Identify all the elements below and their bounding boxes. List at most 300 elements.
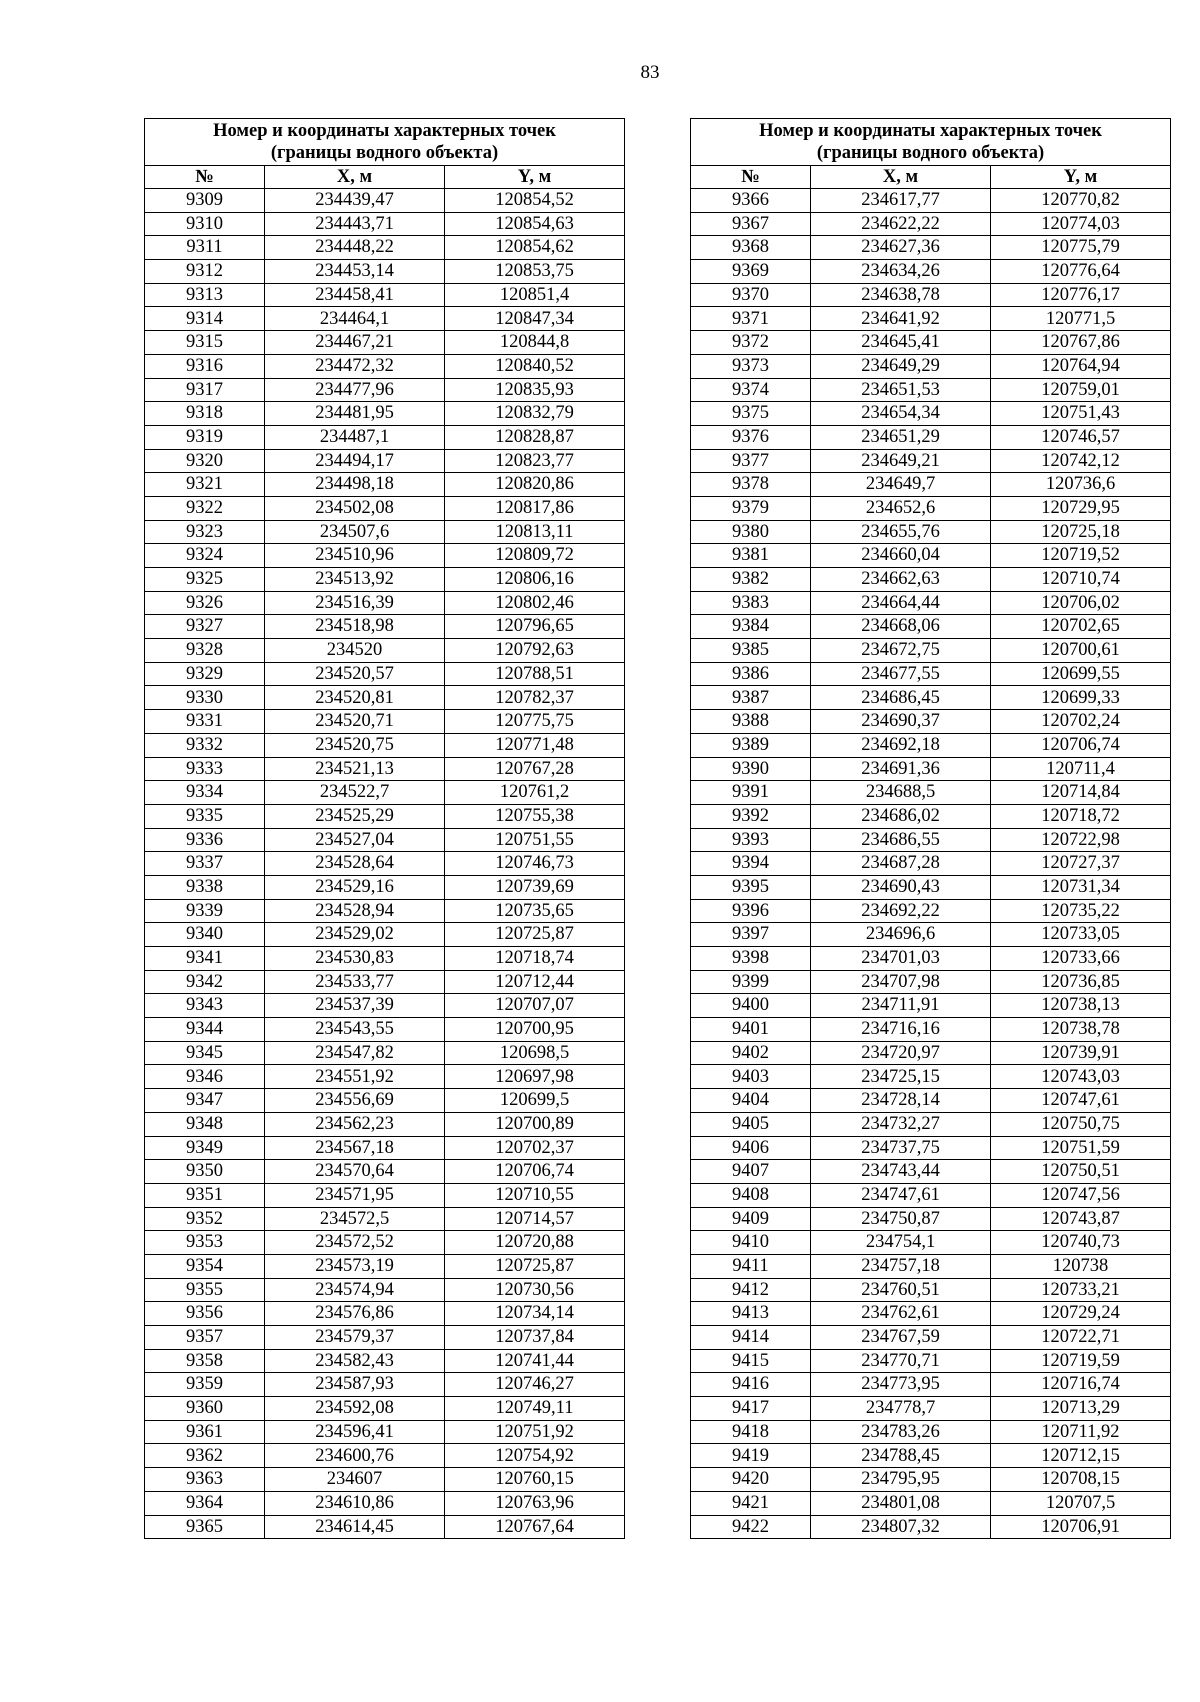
- y-coordinate-cell: 120738: [991, 1254, 1171, 1278]
- point-number-cell: 9368: [691, 236, 811, 260]
- x-coordinate-cell: 234573,19: [265, 1254, 445, 1278]
- y-coordinate-cell: 120759,01: [991, 378, 1171, 402]
- point-number-cell: 9332: [145, 733, 265, 757]
- y-coordinate-cell: 120733,21: [991, 1278, 1171, 1302]
- table-row: [691, 520, 1171, 544]
- point-number-cell: 9349: [145, 1136, 265, 1160]
- table-title-line1: Номер и координаты характерных точек: [759, 121, 1102, 141]
- point-number-cell: 9325: [145, 568, 265, 592]
- point-number-cell: 9387: [691, 686, 811, 710]
- table-row: [691, 852, 1171, 876]
- x-coordinate-cell: 234690,43: [811, 875, 991, 899]
- column-header-number: №: [145, 166, 265, 189]
- table-row: [145, 1468, 625, 1492]
- y-coordinate-cell: 120747,56: [991, 1183, 1171, 1207]
- table-row: [691, 1302, 1171, 1326]
- y-coordinate-cell: 120776,17: [991, 283, 1171, 307]
- table-row: [145, 1065, 625, 1089]
- x-coordinate-cell: 234453,14: [265, 260, 445, 284]
- table-row: [691, 710, 1171, 734]
- y-coordinate-cell: 120706,02: [991, 591, 1171, 615]
- y-coordinate-cell: 120774,03: [991, 212, 1171, 236]
- y-coordinate-cell: 120710,74: [991, 568, 1171, 592]
- x-coordinate-cell: 234528,64: [265, 852, 445, 876]
- y-coordinate-cell: 120700,89: [445, 1112, 625, 1136]
- x-coordinate-cell: 234687,28: [811, 852, 991, 876]
- x-coordinate-cell: 234547,82: [265, 1041, 445, 1065]
- x-coordinate-cell: 234528,94: [265, 899, 445, 923]
- point-number-cell: 9359: [145, 1373, 265, 1397]
- y-coordinate-cell: 120733,05: [991, 923, 1171, 947]
- y-coordinate-cell: 120697,98: [445, 1065, 625, 1089]
- table-row: [691, 402, 1171, 426]
- table-row: [691, 1041, 1171, 1065]
- point-number-cell: 9380: [691, 520, 811, 544]
- x-coordinate-cell: 234443,71: [265, 212, 445, 236]
- point-number-cell: 9315: [145, 331, 265, 355]
- point-number-cell: 9419: [691, 1444, 811, 1468]
- x-coordinate-cell: 234498,18: [265, 473, 445, 497]
- table-row: [145, 1373, 625, 1397]
- x-coordinate-cell: 234692,18: [811, 733, 991, 757]
- y-coordinate-cell: 120725,87: [445, 923, 625, 947]
- table-row: [145, 733, 625, 757]
- y-coordinate-cell: 120739,91: [991, 1041, 1171, 1065]
- x-coordinate-cell: 234645,41: [811, 331, 991, 355]
- x-coordinate-cell: 234600,76: [265, 1444, 445, 1468]
- x-coordinate-cell: 234652,6: [811, 496, 991, 520]
- point-number-cell: 9406: [691, 1136, 811, 1160]
- y-coordinate-cell: 120746,27: [445, 1373, 625, 1397]
- point-number-cell: 9336: [145, 828, 265, 852]
- table-title-line1: Номер и координаты характерных точек: [213, 121, 556, 141]
- table-row: [145, 189, 625, 213]
- y-coordinate-cell: 120767,86: [991, 331, 1171, 355]
- x-coordinate-cell: 234701,03: [811, 947, 991, 971]
- table-row: [145, 1515, 625, 1539]
- y-coordinate-cell: 120712,44: [445, 970, 625, 994]
- point-number-cell: 9385: [691, 639, 811, 663]
- point-number-cell: 9362: [145, 1444, 265, 1468]
- point-number-cell: 9376: [691, 425, 811, 449]
- point-number-cell: 9311: [145, 236, 265, 260]
- table-row: [145, 757, 625, 781]
- x-coordinate-cell: 234688,5: [811, 781, 991, 805]
- table-row: [145, 615, 625, 639]
- y-coordinate-cell: 120698,5: [445, 1041, 625, 1065]
- x-coordinate-cell: 234502,08: [265, 496, 445, 520]
- point-number-cell: 9377: [691, 449, 811, 473]
- table-row: [691, 1349, 1171, 1373]
- table-row: [691, 994, 1171, 1018]
- point-number-cell: 9340: [145, 923, 265, 947]
- x-coordinate-cell: 234743,44: [811, 1160, 991, 1184]
- x-coordinate-cell: 234579,37: [265, 1326, 445, 1350]
- y-coordinate-cell: 120853,75: [445, 260, 625, 284]
- point-number-cell: 9313: [145, 283, 265, 307]
- y-coordinate-cell: 120782,37: [445, 686, 625, 710]
- x-coordinate-cell: 234614,45: [265, 1515, 445, 1539]
- point-number-cell: 9417: [691, 1397, 811, 1421]
- table-row: [691, 1065, 1171, 1089]
- y-coordinate-cell: 120725,18: [991, 520, 1171, 544]
- table-row: [691, 1089, 1171, 1113]
- point-number-cell: 9322: [145, 496, 265, 520]
- y-coordinate-cell: 120806,16: [445, 568, 625, 592]
- x-coordinate-cell: 234533,77: [265, 970, 445, 994]
- table-row: [145, 473, 625, 497]
- table-row: [691, 615, 1171, 639]
- table-row: [691, 473, 1171, 497]
- table-row: [145, 1089, 625, 1113]
- table-row: [691, 449, 1171, 473]
- point-number-cell: 9339: [145, 899, 265, 923]
- table-row: [145, 307, 625, 331]
- x-coordinate-cell: 234622,22: [811, 212, 991, 236]
- point-number-cell: 9396: [691, 899, 811, 923]
- y-coordinate-cell: 120832,79: [445, 402, 625, 426]
- x-coordinate-cell: 234507,6: [265, 520, 445, 544]
- y-coordinate-cell: 120751,55: [445, 828, 625, 852]
- table-row: [145, 1349, 625, 1373]
- table-row: [691, 331, 1171, 355]
- point-number-cell: 9347: [145, 1089, 265, 1113]
- x-coordinate-cell: 234692,22: [811, 899, 991, 923]
- x-coordinate-cell: 234567,18: [265, 1136, 445, 1160]
- table-row: [691, 733, 1171, 757]
- table-row: [145, 425, 625, 449]
- x-coordinate-cell: 234522,7: [265, 781, 445, 805]
- point-number-cell: 9356: [145, 1302, 265, 1326]
- column-header-number: №: [691, 166, 811, 189]
- table-row: [691, 1183, 1171, 1207]
- table-row: [145, 1491, 625, 1515]
- x-coordinate-cell: 234691,36: [811, 757, 991, 781]
- x-coordinate-cell: 234571,95: [265, 1183, 445, 1207]
- x-coordinate-cell: 234668,06: [811, 615, 991, 639]
- table-row: [691, 425, 1171, 449]
- x-coordinate-cell: 234660,04: [811, 544, 991, 568]
- table-row: [145, 236, 625, 260]
- table-row: [145, 1420, 625, 1444]
- x-coordinate-cell: 234725,15: [811, 1065, 991, 1089]
- x-coordinate-cell: 234562,23: [265, 1112, 445, 1136]
- x-coordinate-cell: 234788,45: [811, 1444, 991, 1468]
- x-coordinate-cell: 234737,75: [811, 1136, 991, 1160]
- y-coordinate-cell: 120770,82: [991, 189, 1171, 213]
- table-row: [145, 1444, 625, 1468]
- point-number-cell: 9312: [145, 260, 265, 284]
- table-row: [145, 1278, 625, 1302]
- y-coordinate-cell: 120706,91: [991, 1515, 1171, 1539]
- y-coordinate-cell: 120725,87: [445, 1254, 625, 1278]
- y-coordinate-cell: 120802,46: [445, 591, 625, 615]
- y-coordinate-cell: 120713,29: [991, 1397, 1171, 1421]
- y-coordinate-cell: 120706,74: [445, 1160, 625, 1184]
- table-row: [145, 212, 625, 236]
- point-number-cell: 9366: [691, 189, 811, 213]
- y-coordinate-cell: 120711,4: [991, 757, 1171, 781]
- y-coordinate-cell: 120809,72: [445, 544, 625, 568]
- x-coordinate-cell: 234641,92: [811, 307, 991, 331]
- point-number-cell: 9346: [145, 1065, 265, 1089]
- y-coordinate-cell: 120714,57: [445, 1207, 625, 1231]
- point-number-cell: 9350: [145, 1160, 265, 1184]
- x-coordinate-cell: 234716,16: [811, 1018, 991, 1042]
- y-coordinate-cell: 120736,85: [991, 970, 1171, 994]
- x-coordinate-cell: 234572,5: [265, 1207, 445, 1231]
- y-coordinate-cell: 120699,33: [991, 686, 1171, 710]
- table-row: [145, 1183, 625, 1207]
- table-title: [145, 119, 625, 166]
- x-coordinate-cell: 234778,7: [811, 1397, 991, 1421]
- point-number-cell: 9352: [145, 1207, 265, 1231]
- y-coordinate-cell: 120702,37: [445, 1136, 625, 1160]
- y-coordinate-cell: 120847,34: [445, 307, 625, 331]
- y-coordinate-cell: 120735,22: [991, 899, 1171, 923]
- table-row: [145, 544, 625, 568]
- point-number-cell: 9320: [145, 449, 265, 473]
- point-number-cell: 9334: [145, 781, 265, 805]
- table-row: [145, 781, 625, 805]
- table-row: [145, 1302, 625, 1326]
- point-number-cell: 9360: [145, 1397, 265, 1421]
- point-number-cell: 9392: [691, 804, 811, 828]
- x-coordinate-cell: 234543,55: [265, 1018, 445, 1042]
- x-coordinate-cell: 234807,32: [811, 1515, 991, 1539]
- point-number-cell: 9309: [145, 189, 265, 213]
- y-coordinate-cell: 120737,84: [445, 1326, 625, 1350]
- point-number-cell: 9361: [145, 1420, 265, 1444]
- point-number-cell: 9354: [145, 1254, 265, 1278]
- y-coordinate-cell: 120722,71: [991, 1326, 1171, 1350]
- x-coordinate-cell: 234574,94: [265, 1278, 445, 1302]
- x-coordinate-cell: 234664,44: [811, 591, 991, 615]
- y-coordinate-cell: 120817,86: [445, 496, 625, 520]
- point-number-cell: 9358: [145, 1349, 265, 1373]
- table-row: [145, 591, 625, 615]
- x-coordinate-cell: 234638,78: [811, 283, 991, 307]
- table-row: [691, 568, 1171, 592]
- point-number-cell: 9412: [691, 1278, 811, 1302]
- table-row: [691, 875, 1171, 899]
- y-coordinate-cell: 120823,77: [445, 449, 625, 473]
- table-row: [691, 591, 1171, 615]
- table-row: [691, 1018, 1171, 1042]
- table-row: [691, 307, 1171, 331]
- table-row: [691, 212, 1171, 236]
- x-coordinate-cell: 234732,27: [811, 1112, 991, 1136]
- x-coordinate-cell: 234672,75: [811, 639, 991, 663]
- page-number: 83: [640, 62, 660, 83]
- table-title-line2: (границы водного объекта): [816, 143, 1045, 163]
- y-coordinate-cell: 120735,65: [445, 899, 625, 923]
- x-coordinate-cell: 234728,14: [811, 1089, 991, 1113]
- column-header-x: X, м: [811, 166, 991, 189]
- y-coordinate-cell: 120722,98: [991, 828, 1171, 852]
- point-number-cell: 9351: [145, 1183, 265, 1207]
- table-row: [145, 947, 625, 971]
- point-number-cell: 9370: [691, 283, 811, 307]
- table-row: [145, 1397, 625, 1421]
- point-number-cell: 9402: [691, 1041, 811, 1065]
- x-coordinate-cell: 234556,69: [265, 1089, 445, 1113]
- x-coordinate-cell: 234448,22: [265, 236, 445, 260]
- y-coordinate-cell: 120733,66: [991, 947, 1171, 971]
- x-coordinate-cell: 234627,36: [811, 236, 991, 260]
- table-row: [145, 283, 625, 307]
- point-number-cell: 9369: [691, 260, 811, 284]
- x-coordinate-cell: 234634,26: [811, 260, 991, 284]
- x-coordinate-cell: 234770,71: [811, 1349, 991, 1373]
- x-coordinate-cell: 234587,93: [265, 1373, 445, 1397]
- x-coordinate-cell: 234516,39: [265, 591, 445, 615]
- point-number-cell: 9341: [145, 947, 265, 971]
- y-coordinate-cell: 120708,15: [991, 1468, 1171, 1492]
- point-number-cell: 9374: [691, 378, 811, 402]
- point-number-cell: 9379: [691, 496, 811, 520]
- table-row: [145, 1231, 625, 1255]
- table-row: [691, 354, 1171, 378]
- x-coordinate-cell: 234477,96: [265, 378, 445, 402]
- y-coordinate-cell: 120854,52: [445, 189, 625, 213]
- y-coordinate-cell: 120761,2: [445, 781, 625, 805]
- table-title: [691, 119, 1171, 166]
- y-coordinate-cell: 120750,51: [991, 1160, 1171, 1184]
- point-number-cell: 9333: [145, 757, 265, 781]
- column-header-y: Y, м: [445, 166, 625, 189]
- y-coordinate-cell: 120776,64: [991, 260, 1171, 284]
- x-coordinate-cell: 234551,92: [265, 1065, 445, 1089]
- point-number-cell: 9343: [145, 994, 265, 1018]
- y-coordinate-cell: 120750,75: [991, 1112, 1171, 1136]
- table-row: [691, 947, 1171, 971]
- x-coordinate-cell: 234649,7: [811, 473, 991, 497]
- table-row: [145, 1018, 625, 1042]
- x-coordinate-cell: 234464,1: [265, 307, 445, 331]
- x-coordinate-cell: 234521,13: [265, 757, 445, 781]
- point-number-cell: 9422: [691, 1515, 811, 1539]
- x-coordinate-cell: 234570,64: [265, 1160, 445, 1184]
- y-coordinate-cell: 120764,94: [991, 354, 1171, 378]
- point-number-cell: 9418: [691, 1420, 811, 1444]
- x-coordinate-cell: 234458,41: [265, 283, 445, 307]
- coordinates-table-left: [144, 118, 625, 1539]
- y-coordinate-cell: 120796,65: [445, 615, 625, 639]
- point-number-cell: 9395: [691, 875, 811, 899]
- point-number-cell: 9394: [691, 852, 811, 876]
- table-row: [145, 354, 625, 378]
- point-number-cell: 9414: [691, 1326, 811, 1350]
- y-coordinate-cell: 120710,55: [445, 1183, 625, 1207]
- table-row: [691, 757, 1171, 781]
- table-row: [145, 378, 625, 402]
- table-row: [691, 1326, 1171, 1350]
- point-number-cell: 9363: [145, 1468, 265, 1492]
- x-coordinate-cell: 234649,21: [811, 449, 991, 473]
- y-coordinate-cell: 120730,56: [445, 1278, 625, 1302]
- table-row: [145, 1136, 625, 1160]
- point-number-cell: 9400: [691, 994, 811, 1018]
- y-coordinate-cell: 120760,15: [445, 1468, 625, 1492]
- table-row: [691, 378, 1171, 402]
- y-coordinate-cell: 120844,8: [445, 331, 625, 355]
- y-coordinate-cell: 120835,93: [445, 378, 625, 402]
- x-coordinate-cell: 234762,61: [811, 1302, 991, 1326]
- x-coordinate-cell: 234520,71: [265, 710, 445, 734]
- y-coordinate-cell: 120727,37: [991, 852, 1171, 876]
- x-coordinate-cell: 234520,81: [265, 686, 445, 710]
- table-row: [691, 1420, 1171, 1444]
- table-row: [145, 1160, 625, 1184]
- y-coordinate-cell: 120702,24: [991, 710, 1171, 734]
- table-row: [691, 1112, 1171, 1136]
- x-coordinate-cell: 234592,08: [265, 1397, 445, 1421]
- y-coordinate-cell: 120718,74: [445, 947, 625, 971]
- point-number-cell: 9317: [145, 378, 265, 402]
- point-number-cell: 9323: [145, 520, 265, 544]
- y-coordinate-cell: 120699,5: [445, 1089, 625, 1113]
- table-row: [145, 923, 625, 947]
- x-coordinate-cell: 234481,95: [265, 402, 445, 426]
- table-row: [691, 1515, 1171, 1539]
- x-coordinate-cell: 234518,98: [265, 615, 445, 639]
- y-coordinate-cell: 120729,95: [991, 496, 1171, 520]
- table-title-line2: (границы водного объекта): [270, 143, 499, 163]
- table-row: [145, 568, 625, 592]
- point-number-cell: 9411: [691, 1254, 811, 1278]
- table-row: [691, 970, 1171, 994]
- x-coordinate-cell: 234783,26: [811, 1420, 991, 1444]
- table-row: [145, 875, 625, 899]
- point-number-cell: 9331: [145, 710, 265, 734]
- x-coordinate-cell: 234795,95: [811, 1468, 991, 1492]
- coordinates-table-right: [690, 118, 1171, 1539]
- point-number-cell: 9399: [691, 970, 811, 994]
- table-row: [691, 639, 1171, 663]
- table-row: [145, 402, 625, 426]
- x-coordinate-cell: 234529,02: [265, 923, 445, 947]
- x-coordinate-cell: 234529,16: [265, 875, 445, 899]
- x-coordinate-cell: 234537,39: [265, 994, 445, 1018]
- x-coordinate-cell: 234472,32: [265, 354, 445, 378]
- point-number-cell: 9389: [691, 733, 811, 757]
- table-row: [691, 923, 1171, 947]
- x-coordinate-cell: 234527,04: [265, 828, 445, 852]
- table-row: [691, 1278, 1171, 1302]
- table-row: [145, 828, 625, 852]
- point-number-cell: 9408: [691, 1183, 811, 1207]
- table-row: [691, 1468, 1171, 1492]
- x-coordinate-cell: 234686,02: [811, 804, 991, 828]
- y-coordinate-cell: 120741,44: [445, 1349, 625, 1373]
- y-coordinate-cell: 120828,87: [445, 425, 625, 449]
- x-coordinate-cell: 234607: [265, 1468, 445, 1492]
- y-coordinate-cell: 120763,96: [445, 1491, 625, 1515]
- x-coordinate-cell: 234582,43: [265, 1349, 445, 1373]
- x-coordinate-cell: 234686,45: [811, 686, 991, 710]
- point-number-cell: 9413: [691, 1302, 811, 1326]
- point-number-cell: 9393: [691, 828, 811, 852]
- y-coordinate-cell: 120747,61: [991, 1089, 1171, 1113]
- x-coordinate-cell: 234747,61: [811, 1183, 991, 1207]
- point-number-cell: 9348: [145, 1112, 265, 1136]
- x-coordinate-cell: 234617,77: [811, 189, 991, 213]
- point-number-cell: 9384: [691, 615, 811, 639]
- y-coordinate-cell: 120751,43: [991, 402, 1171, 426]
- point-number-cell: 9403: [691, 1065, 811, 1089]
- y-coordinate-cell: 120740,73: [991, 1231, 1171, 1255]
